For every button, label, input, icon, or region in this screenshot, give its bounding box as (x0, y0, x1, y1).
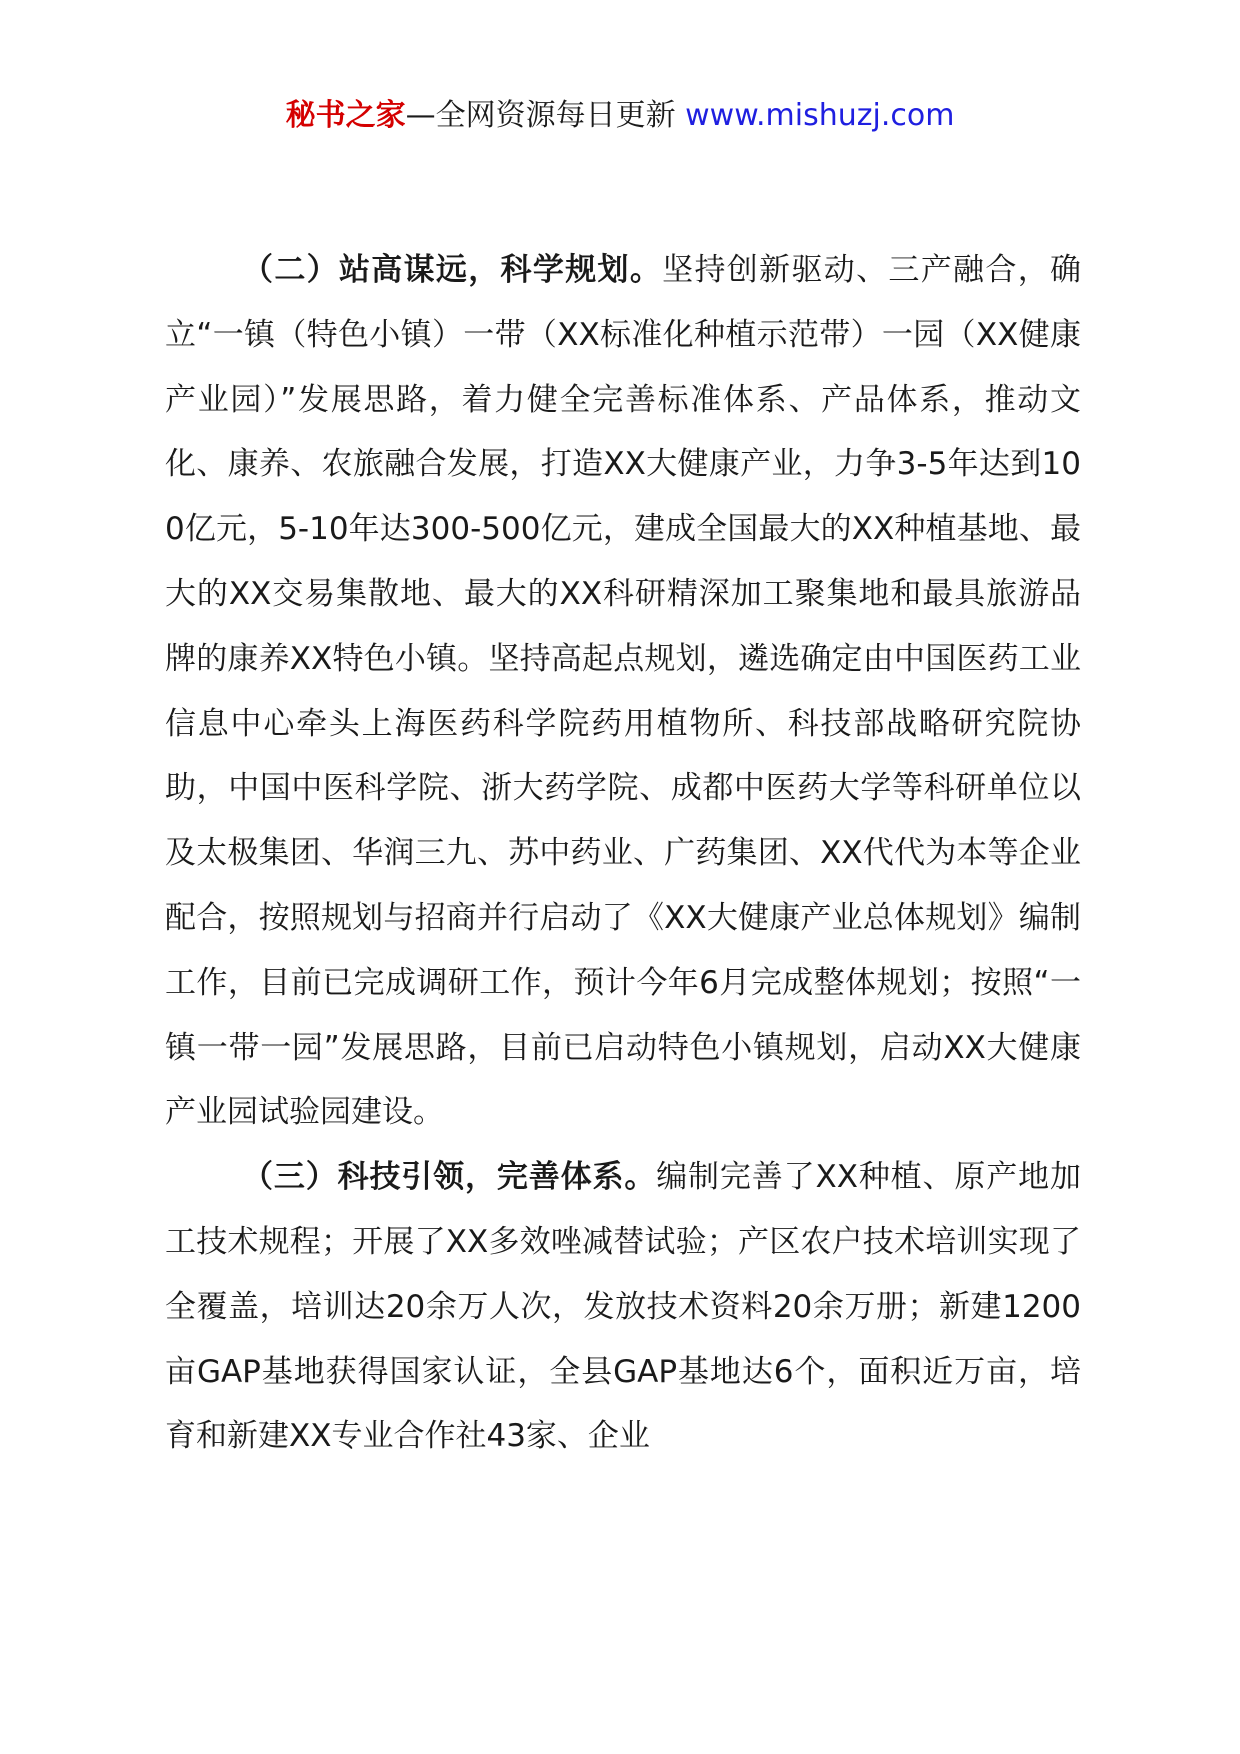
section-heading: （二）站高谋远，科学规划。 (242, 252, 663, 288)
page-header (0, 96, 1240, 136)
site-tagline: —全网资源每日更新 (405, 98, 686, 133)
site-brand: 秘书之家 (285, 98, 406, 133)
paragraph-text: 坚持创新驱动、三产融合，确立“一镇（特色小镇）一带（XX标准化种植示范带）一园（XX健康产业园）”发展思路，着力健全完善标准体系、产品体系，推动文化、康养、农旅融合发展，打造XX大健康产业，力争3-5年达到100亿元，5-10年达300-500亿元，建成全国最大的XX种植基地、最大的XX交易集散地、最大的XX科研精深加工聚集地和最具旅游品牌的康养XX特色小镇。坚持高起点规划，遴选确定由中国医药工业信息中心牵头上海医药科学院药用植物所、科技部战略研究院协助，中国中医科学院、浙大药学院、成都中医药大学等科研单位以及太极集团、华润三九、苏中药业、广药集团、XX代代为本等企业配合，按照规划与招商并行启动了《XX大健康产业总体规划》编制工作，目前已完成调研工作，预计今年6月完成整体规划；按照“一镇一带一园”发展思路，目前已启动特色小镇规划，启动XX大健康产业园试验园建设。 (165, 252, 1082, 1131)
section-heading: （三）科技引领，完善体系。 (242, 1159, 657, 1196)
site-url-link[interactable]: www.mishuzj.com (685, 98, 955, 133)
paragraph-section-2 (165, 238, 1081, 1145)
paragraph-section-3 (165, 1145, 1081, 1469)
paragraph-text: 编制完善了XX种植、原产地加工技术规程；开展了XX多效唑减替试验；产区农户技术培训实现了全覆盖，培训达20余万人次，发放技术资料20余万册；新建1200亩GAP基地获得国家认证，全县GAP基地达6个，面积近万亩，培育和新建XX专业合作社43家、企业 (165, 1159, 1081, 1455)
document-body (165, 238, 1081, 1469)
